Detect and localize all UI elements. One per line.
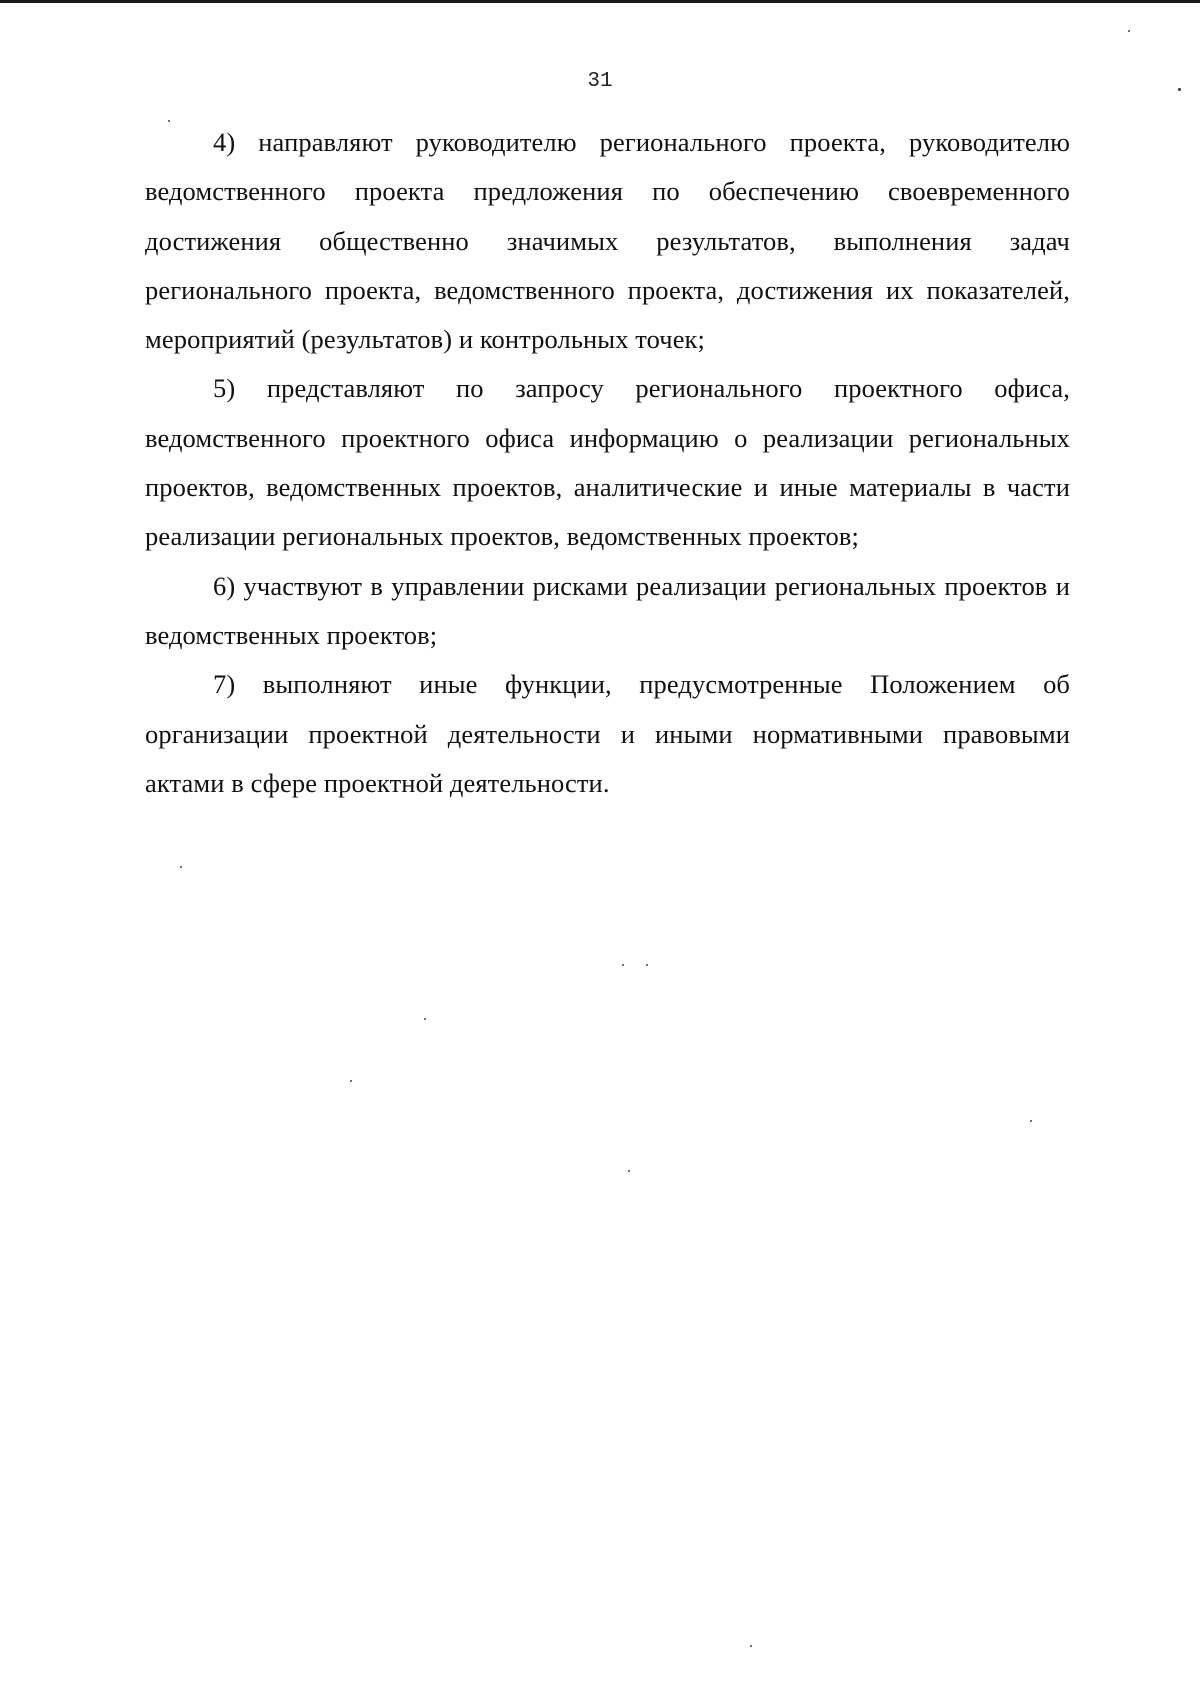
scan-speck — [622, 964, 624, 966]
scan-speck — [350, 1080, 352, 1082]
scan-speck — [168, 120, 170, 122]
page-number: 31 — [587, 70, 613, 93]
scan-top-border — [0, 0, 1200, 3]
scan-speck — [424, 1018, 426, 1020]
paragraph-item-7: 7) выполняют иные функции, предусмотренные Положением об организации проектной деятельности и иными нормативными правовыми актами в сфере проектной деятельности. — [145, 669, 1070, 798]
scan-speck — [1178, 88, 1181, 91]
document-body — [145, 118, 1070, 808]
scan-speck — [1030, 1120, 1032, 1122]
scan-speck — [646, 964, 648, 966]
scan-speck — [750, 1645, 752, 1647]
scan-speck — [628, 1170, 630, 1172]
paragraph-item-5: 5) представляют по запросу регионального проектного офиса, ведомственного проектного офиса информацию о реализации региональных проектов, ведомственных проектов, аналитические и иные материалы в части реализации региональных проектов, ведомственных проектов; — [145, 373, 1070, 552]
paragraph-item-6: 6) участвуют в управлении рисками реализации региональных проектов и ведомственных проектов; — [145, 570, 1070, 650]
scan-speck — [1128, 30, 1130, 32]
scan-speck — [180, 866, 182, 868]
paragraph-item-4: 4) направляют руководителю регионального проекта, руководителю ведомственного проекта предложения по обеспечению своевременного достижения общественно значимых результатов, выполнения задач регионального проекта, ведомственного проекта, достижения их показателей, мероприятий (результатов) и контрольных точек; — [145, 127, 1070, 355]
